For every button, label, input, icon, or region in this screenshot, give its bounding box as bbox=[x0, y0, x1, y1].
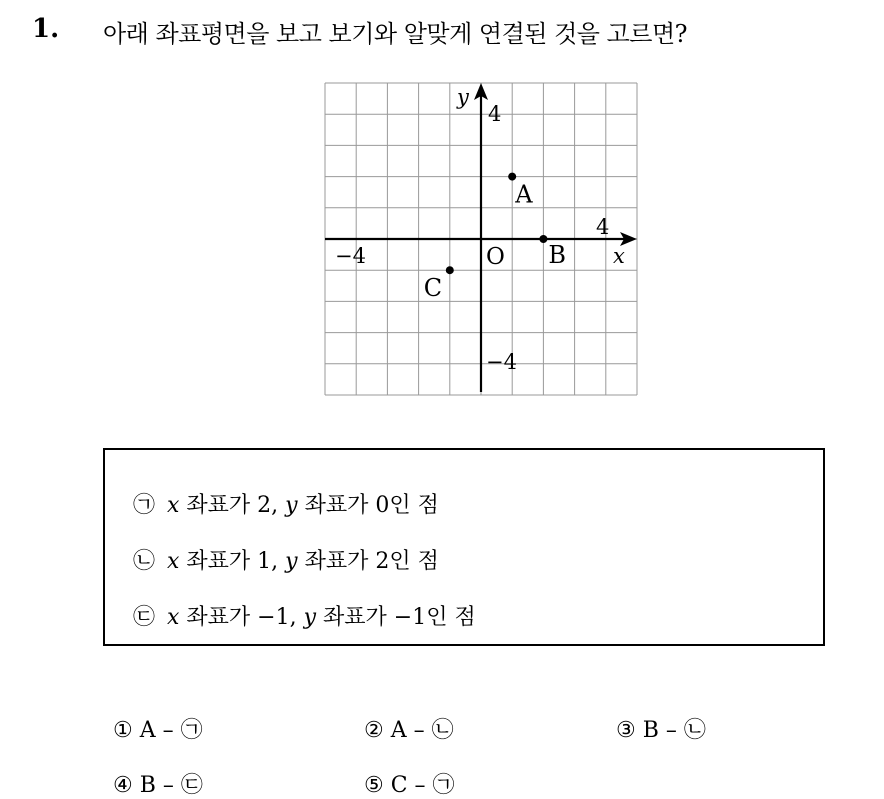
tick-label-x-min: −4 bbox=[335, 244, 366, 268]
choice-3[interactable]: ③ B – ㉡ bbox=[616, 718, 706, 743]
question-text: 아래 좌표평면을 보고 보기와 알맞게 연결된 것을 고르면? bbox=[103, 20, 687, 48]
choice-2[interactable]: ② A – ㉡ bbox=[364, 718, 454, 743]
condition-item: ㉠ x 좌표가 2, y 좌표가 0인 점 bbox=[133, 488, 439, 519]
question-number: 1. bbox=[32, 14, 60, 44]
point-label-a: A bbox=[515, 180, 533, 209]
y-axis-label: y bbox=[457, 85, 469, 109]
origin-label: O bbox=[486, 244, 505, 270]
choice-4[interactable]: ④ B – ㉢ bbox=[113, 773, 203, 798]
axes bbox=[325, 83, 637, 392]
condition-item: ㉡ x 좌표가 1, y 좌표가 2인 점 bbox=[133, 544, 439, 575]
condition-item: ㉢ x 좌표가 −1, y 좌표가 −1인 점 bbox=[133, 600, 476, 631]
point-b bbox=[539, 235, 547, 243]
choice-1[interactable]: ① A – ㉠ bbox=[113, 718, 203, 743]
point-c bbox=[446, 266, 454, 274]
condition-mark: ㉠ bbox=[133, 493, 156, 518]
tick-label-y-max: 4 bbox=[488, 102, 502, 126]
point-a bbox=[508, 173, 516, 181]
tick-label-x-max: 4 bbox=[596, 215, 610, 239]
condition-box bbox=[103, 448, 825, 646]
condition-mark: ㉡ bbox=[133, 549, 156, 574]
choice-5[interactable]: ⑤ C – ㉠ bbox=[364, 773, 455, 798]
condition-mark: ㉢ bbox=[133, 605, 156, 630]
tick-label-y-min: −4 bbox=[486, 350, 517, 374]
point-label-c: C bbox=[423, 274, 443, 303]
point-label-b: B bbox=[548, 241, 567, 269]
points bbox=[424, 173, 566, 303]
x-axis-label: x bbox=[613, 244, 625, 268]
